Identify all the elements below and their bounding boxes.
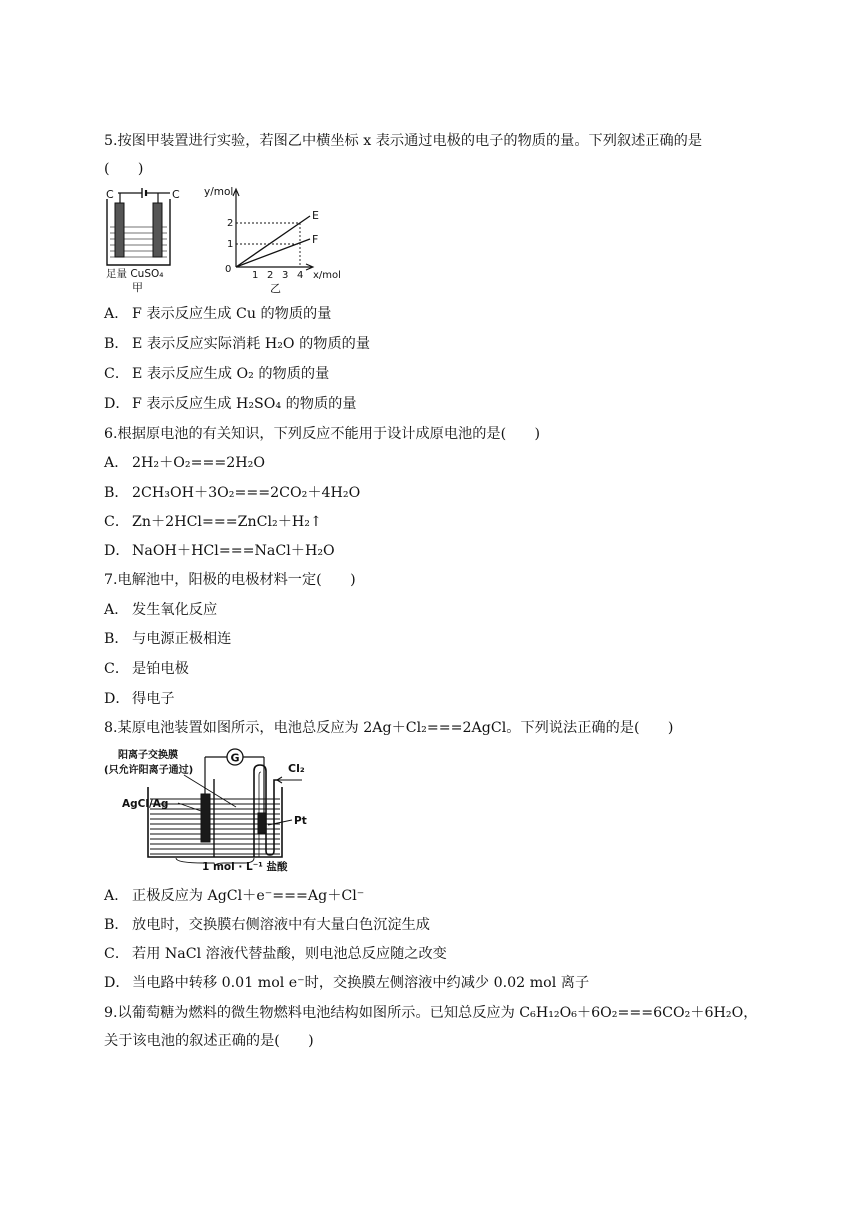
line-f-label: F xyxy=(312,233,319,246)
option-text: E 表示反应生成 O₂ 的物质的量 xyxy=(132,366,330,382)
electrode-pt xyxy=(258,813,266,833)
option-text: Zn＋2HCl===ZnCl₂＋H₂↑ xyxy=(132,514,322,530)
q6-stem: 6.根据原电池的有关知识，下列反应不能用于设计成原电池的是( ) xyxy=(104,426,541,442)
q9-stem-line2: 关于该电池的叙述正确的是( ) xyxy=(104,1033,314,1049)
line-e xyxy=(236,216,310,267)
option-text: F 表示反应生成 Cu 的物质的量 xyxy=(132,306,332,322)
q8-stem: 8.某原电池装置如图所示，电池总反应为 2Ag＋Cl₂===2AgCl。下列说法正确的是( ) xyxy=(104,720,674,736)
x-tick-4: 4 xyxy=(297,270,304,281)
electrode-agcl-ag xyxy=(201,794,210,842)
option-label: C． xyxy=(104,514,130,530)
x-axis-label: x/mol xyxy=(313,270,341,281)
q7-option-a xyxy=(104,600,217,620)
option-label: B． xyxy=(104,917,129,933)
electrolyte-label: 1 mol · L⁻¹ 盐酸 xyxy=(202,861,288,873)
q7-option-b xyxy=(104,629,231,649)
q7-option-c xyxy=(104,659,189,679)
option-text: 发生氧化反应 xyxy=(132,602,218,618)
option-text: 得电子 xyxy=(132,691,175,707)
y-axis-label: y/mol xyxy=(204,186,234,198)
option-text: 正极反应为 AgCl＋e⁻===Ag＋Cl⁻ xyxy=(132,888,365,904)
x-tick-3: 3 xyxy=(282,270,289,281)
q9-stem: 9.以葡萄糖为燃料的微生物燃料电池结构如图所示。已知总反应为 C₆H₁₂O₆＋6O₂===6CO₂＋6H₂O， xyxy=(104,1005,758,1021)
option-label: C． xyxy=(104,366,130,382)
y-tick-2: 2 xyxy=(227,218,234,229)
q7-stem: 7.电解池中，阳极的电极材料一定( ) xyxy=(104,572,356,588)
electrode-left xyxy=(115,203,124,257)
q5-option-b xyxy=(104,334,370,354)
caption-jia: 甲 xyxy=(132,281,143,294)
x-tick-1: 1 xyxy=(252,270,259,281)
membrane-label-2: (只允许阳离子通过) xyxy=(104,765,194,776)
option-text: F 表示反应生成 H₂SO₄ 的物质的量 xyxy=(132,396,357,412)
left-electrode-label: AgCl/Ag xyxy=(122,798,169,810)
q8-option-b xyxy=(104,915,430,935)
q8-figure xyxy=(104,745,324,873)
gas-inlet-tube xyxy=(254,765,278,857)
q5-stem: 5.按图甲装置进行实验，若图乙中横坐标 x 表示通过电极的电子的物质的量。下列叙述正确的是 xyxy=(104,133,703,149)
q6-option-a xyxy=(104,453,265,473)
q7-option-d xyxy=(104,689,175,709)
option-text: 2CH₃OH＋3O₂===2CO₂＋4H₂O xyxy=(132,485,361,501)
q8-option-a xyxy=(104,886,364,906)
solution-label: 足量 CuSO₄ xyxy=(106,268,164,280)
option-label: C． xyxy=(104,661,130,677)
q8-option-c xyxy=(104,944,447,964)
q5-option-a xyxy=(104,304,331,324)
option-label: D． xyxy=(104,396,130,412)
q5-stem-blank: ( ) xyxy=(104,161,144,177)
q5-option-d xyxy=(104,394,357,414)
option-text: 与电源正极相连 xyxy=(132,631,232,647)
option-text: 若用 NaCl 溶液代替盐酸，则电池总反应随之改变 xyxy=(132,946,447,962)
electrode-left-label: C xyxy=(106,188,114,201)
option-text: 是铂电极 xyxy=(132,661,189,677)
x-tick-2: 2 xyxy=(267,270,274,281)
option-text: 当电路中转移 0.01 mol e⁻时，交换膜左侧溶液中约减少 0.02 mol 离子 xyxy=(132,975,590,991)
option-label: B． xyxy=(104,485,129,501)
membrane-label-1: 阳离子交换膜 xyxy=(118,750,178,761)
option-text: 2H₂＋O₂===2H₂O xyxy=(132,455,265,471)
option-label: A． xyxy=(104,888,129,904)
caption-yi: 乙 xyxy=(270,282,281,295)
option-text: E 表示反应实际消耗 H₂O 的物质的量 xyxy=(132,336,371,352)
option-label: B． xyxy=(104,336,129,352)
option-text: 放电时，交换膜右侧溶液中有大量白色沉淀生成 xyxy=(132,917,430,933)
q5-option-c xyxy=(104,364,329,384)
option-label: A． xyxy=(104,455,129,471)
q5-figure-yi xyxy=(204,183,346,295)
option-label: A． xyxy=(104,306,129,322)
option-label: B． xyxy=(104,631,129,647)
option-text: NaOH＋HCl===NaCl＋H₂O xyxy=(132,543,335,559)
q8-option-d xyxy=(104,973,589,993)
option-label: D． xyxy=(104,543,130,559)
option-label: C． xyxy=(104,946,130,962)
option-label: D． xyxy=(104,691,130,707)
line-f xyxy=(236,239,310,267)
galvanometer-label: G xyxy=(230,751,240,765)
electrode-right-label: C xyxy=(172,188,180,201)
y-tick-1: 1 xyxy=(227,239,234,250)
q6-option-b xyxy=(104,483,360,503)
q6-option-c xyxy=(104,512,322,532)
line-e-label: E xyxy=(312,209,319,222)
gas-label: Cl₂ xyxy=(288,762,305,775)
right-electrode-label: Pt xyxy=(294,815,307,827)
q6-option-d xyxy=(104,541,335,561)
q5-figure-jia xyxy=(104,183,184,295)
origin-label: 0 xyxy=(225,264,232,275)
option-label: A． xyxy=(104,602,129,618)
electrode-right xyxy=(153,203,162,257)
option-label: D． xyxy=(104,975,130,991)
